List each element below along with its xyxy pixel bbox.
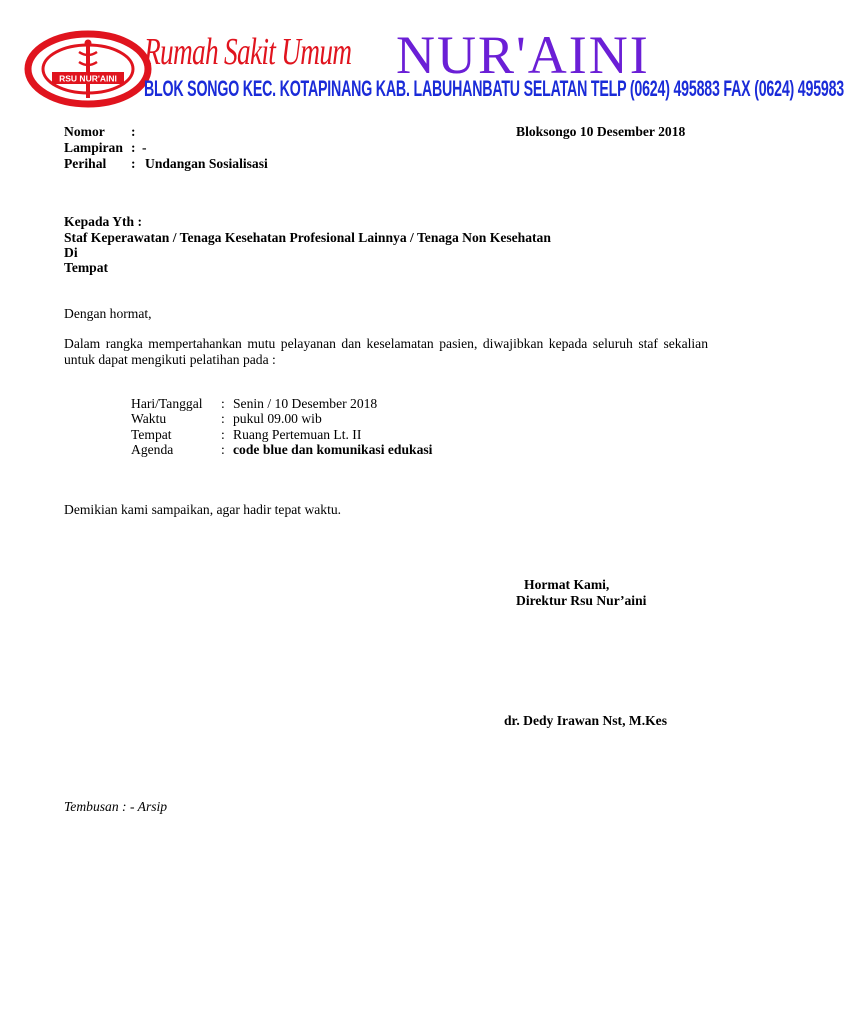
logo-banner-text: RSU NUR'AINI (59, 73, 117, 84)
detail-value-agenda: code blue dan komunikasi edukasi (233, 442, 433, 457)
recipient-di: Di (64, 245, 78, 260)
hospital-address: BLOK SONGO KEC. KOTAPINANG KAB. LABUHANBATU SELATAN TELP (0624) 495883 FAX (0624) 495983 (144, 76, 844, 101)
hospital-prefix: Rumah Sakit Umum (144, 31, 352, 73)
detail-value-date: Senin / 10 Desember 2018 (233, 396, 378, 411)
detail-colon-venue: : (221, 427, 225, 442)
detail-colon-date: : (221, 396, 225, 411)
detail-label-date: Hari/Tanggal (131, 396, 203, 411)
recipient-addressee: Staf Keperawatan / Tenaga Kesehatan Profesional Lainnya / Tenaga Non Kesehatan (64, 230, 551, 245)
perihal-colon: : (131, 156, 136, 171)
nomor-label: Nomor (64, 124, 105, 139)
hospital-logo (24, 30, 152, 108)
perihal-label: Perihal (64, 156, 107, 171)
lampiran-label: Lampiran (64, 140, 123, 155)
recipient-salutation: Kepada Yth : (64, 214, 143, 229)
detail-label-time: Waktu (131, 411, 167, 426)
detail-colon-agenda: : (221, 442, 225, 457)
detail-label-venue: Tempat (131, 427, 172, 442)
greeting: Dengan hormat, (64, 306, 152, 321)
lampiran-value: - (142, 140, 147, 155)
detail-value-venue: Ruang Pertemuan Lt. II (233, 427, 362, 442)
tembusan: Tembusan : - Arsip (64, 799, 168, 814)
intro-paragraph: Dalam rangka mempertahankan mutu pelayanan dan keselamatan pasien, diwajibkan kepada seluruh staf sekalian untuk dapat mengikuti pelatihan pada : (64, 336, 708, 367)
signature-regards: Hormat Kami, (524, 577, 610, 592)
signature-name: dr. Dedy Irawan Nst, M.Kes (504, 713, 667, 728)
detail-colon-time: : (221, 411, 225, 426)
signature-position: Direktur Rsu Nur’aini (516, 593, 647, 608)
recipient-place: Tempat (64, 260, 109, 275)
place-date: Bloksongo 10 Desember 2018 (516, 124, 686, 139)
hospital-name: NUR'AINI (396, 25, 650, 85)
closing-sentence: Demikian kami sampaikan, agar hadir tepat waktu. (64, 502, 342, 517)
letterhead (20, 24, 844, 106)
detail-label-agenda: Agenda (131, 442, 174, 457)
perihal-value: Undangan Sosialisasi (145, 156, 268, 171)
detail-value-time: pukul 09.00 wib (233, 411, 322, 426)
nomor-colon: : (131, 124, 136, 139)
lampiran-colon: : (131, 140, 136, 155)
